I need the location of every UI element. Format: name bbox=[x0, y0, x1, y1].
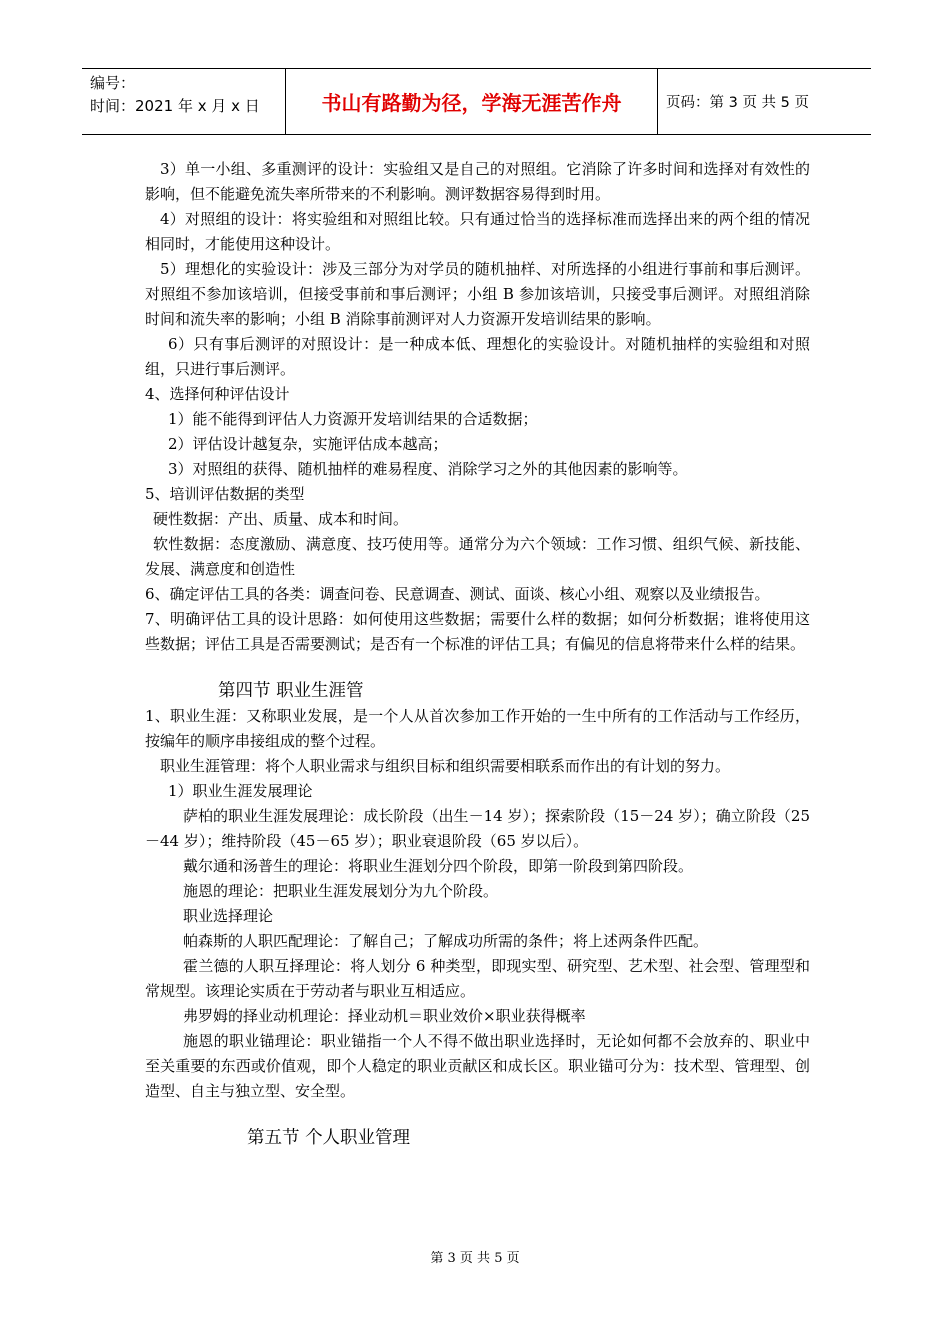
subheading: 职业选择理论 bbox=[183, 907, 274, 925]
paragraph: 戴尔通和汤普生的理论：将职业生涯划分四个阶段，即第一阶段到第四阶段。 bbox=[183, 857, 694, 875]
blank-line bbox=[145, 1104, 810, 1126]
paragraph: 弗罗姆的择业动机理论：择业动机＝职业效价×职业获得概率 bbox=[183, 1007, 586, 1025]
header-motto: 书山有路勤为径，学海无涯苦作舟 bbox=[285, 69, 658, 134]
section-title: 第五节 个人职业管理 bbox=[247, 1128, 411, 1148]
document-number-label: 编号： bbox=[90, 74, 136, 92]
list-item: 2）评估设计越复杂，实施评估成本越高； bbox=[168, 435, 448, 453]
paragraph: 4）对照组的设计：将实验组和对照组比较。只有通过恰当的选择标准而选择出来的两个组的情况相同时，才能使用这种设计。 bbox=[145, 210, 810, 253]
paragraph: 萨柏的职业生涯发展理论：成长阶段（出生－14 岁）；探索阶段（15－24 岁）；确立阶段（25－44 岁）；维持阶段（45－65 岁）；职业衰退阶段（65 岁以后）。 bbox=[145, 807, 810, 850]
header-page-info: 页码：第 3 页 共 5 页 bbox=[666, 95, 809, 111]
list-item: 3）对照组的获得、随机抽样的难易程度、消除学习之外的其他因素的影响等。 bbox=[168, 460, 688, 478]
paragraph: 3）单一小组、多重测评的设计：实验组又是自己的对照组。它消除了许多时间和选择对有效性的影响，但不能避免流失率所带来的不利影响。测评数据容易得到时用。 bbox=[145, 160, 810, 203]
paragraph: 1、职业生涯：又称职业发展，是一个人从首次参加工作开始的一生中所有的工作活动与工作经历，按编年的顺序串接组成的整个过程。 bbox=[145, 707, 810, 750]
paragraph: 5）理想化的实验设计：涉及三部分为对学员的随机抽样、对所选择的小组进行事前和事后测评。对照组不参加该培训，但接受事前和事后测评；小组 B 参加该培训，只接受事后测评。对照组消除时间和流失率的影响；小组 B 消除事前测评对人力资源开发培训结果的影响。 bbox=[145, 260, 810, 328]
paragraph: 施恩的理论：把职业生涯发展划分为九个阶段。 bbox=[183, 882, 499, 900]
paragraph: 6）只有事后测评的对照设计：是一种成本低、理想化的实验设计。对随机抽样的实验组和对照组，只进行事后测评。 bbox=[145, 335, 810, 378]
document-date: 时间：2021 年 x 月 x 日 bbox=[90, 97, 260, 115]
page-footer: 第 3 页 共 5 页 bbox=[430, 1251, 520, 1266]
subheading: 1）职业生涯发展理论 bbox=[168, 782, 313, 800]
blank-line bbox=[145, 657, 810, 679]
section-title: 第四节 职业生涯管 bbox=[218, 681, 364, 701]
paragraph: 6、确定评估工具的各类：调查问卷、民意调查、测试、面谈、核心小组、观察以及业绩报告。 bbox=[145, 585, 770, 603]
paragraph: 职业生涯管理：将个人职业需求与组织目标和组织需要相联系而作出的有计划的努力。 bbox=[160, 757, 731, 775]
page-header bbox=[82, 68, 871, 135]
paragraph: 软性数据：态度激励、满意度、技巧使用等。通常分为六个领域：工作习惯、组织气候、新技能、发展、满意度和创造性 bbox=[145, 535, 810, 578]
paragraph: 霍兰德的人职互择理论：将人划分 6 种类型，即现实型、研究型、艺术型、社会型、管理型和常规型。该理论实质在于劳动者与职业互相适应。 bbox=[145, 957, 810, 1000]
header-meta bbox=[82, 69, 285, 134]
list-item: 1）能不能得到评估人力资源开发培训结果的合适数据； bbox=[168, 410, 538, 428]
paragraph: 硬性数据：产出、质量、成本和时间。 bbox=[153, 510, 409, 528]
paragraph: 帕森斯的人职匹配理论：了解自己；了解成功所需的条件；将上述两条件匹配。 bbox=[183, 932, 709, 950]
section-heading: 5、培训评估数据的类型 bbox=[145, 485, 305, 503]
paragraph: 施恩的职业锚理论：职业锚指一个人不得不做出职业选择时，无论如何都不会放弃的、职业中至关重要的东西或价值观，即个人稳定的职业贡献区和成长区。职业锚可分为：技术型、管理型、创造型、自主与独立型、安全型。 bbox=[145, 1032, 810, 1100]
document-body bbox=[145, 157, 810, 1151]
section-heading: 4、选择何种评估设计 bbox=[145, 385, 290, 403]
paragraph: 7、明确评估工具的设计思路：如何使用这些数据；需要什么样的数据；如何分析数据；谁将使用这些数据；评估工具是否需要测试；是否有一个标准的评估工具；有偏见的信息将带来什么样的结果。 bbox=[145, 610, 810, 653]
